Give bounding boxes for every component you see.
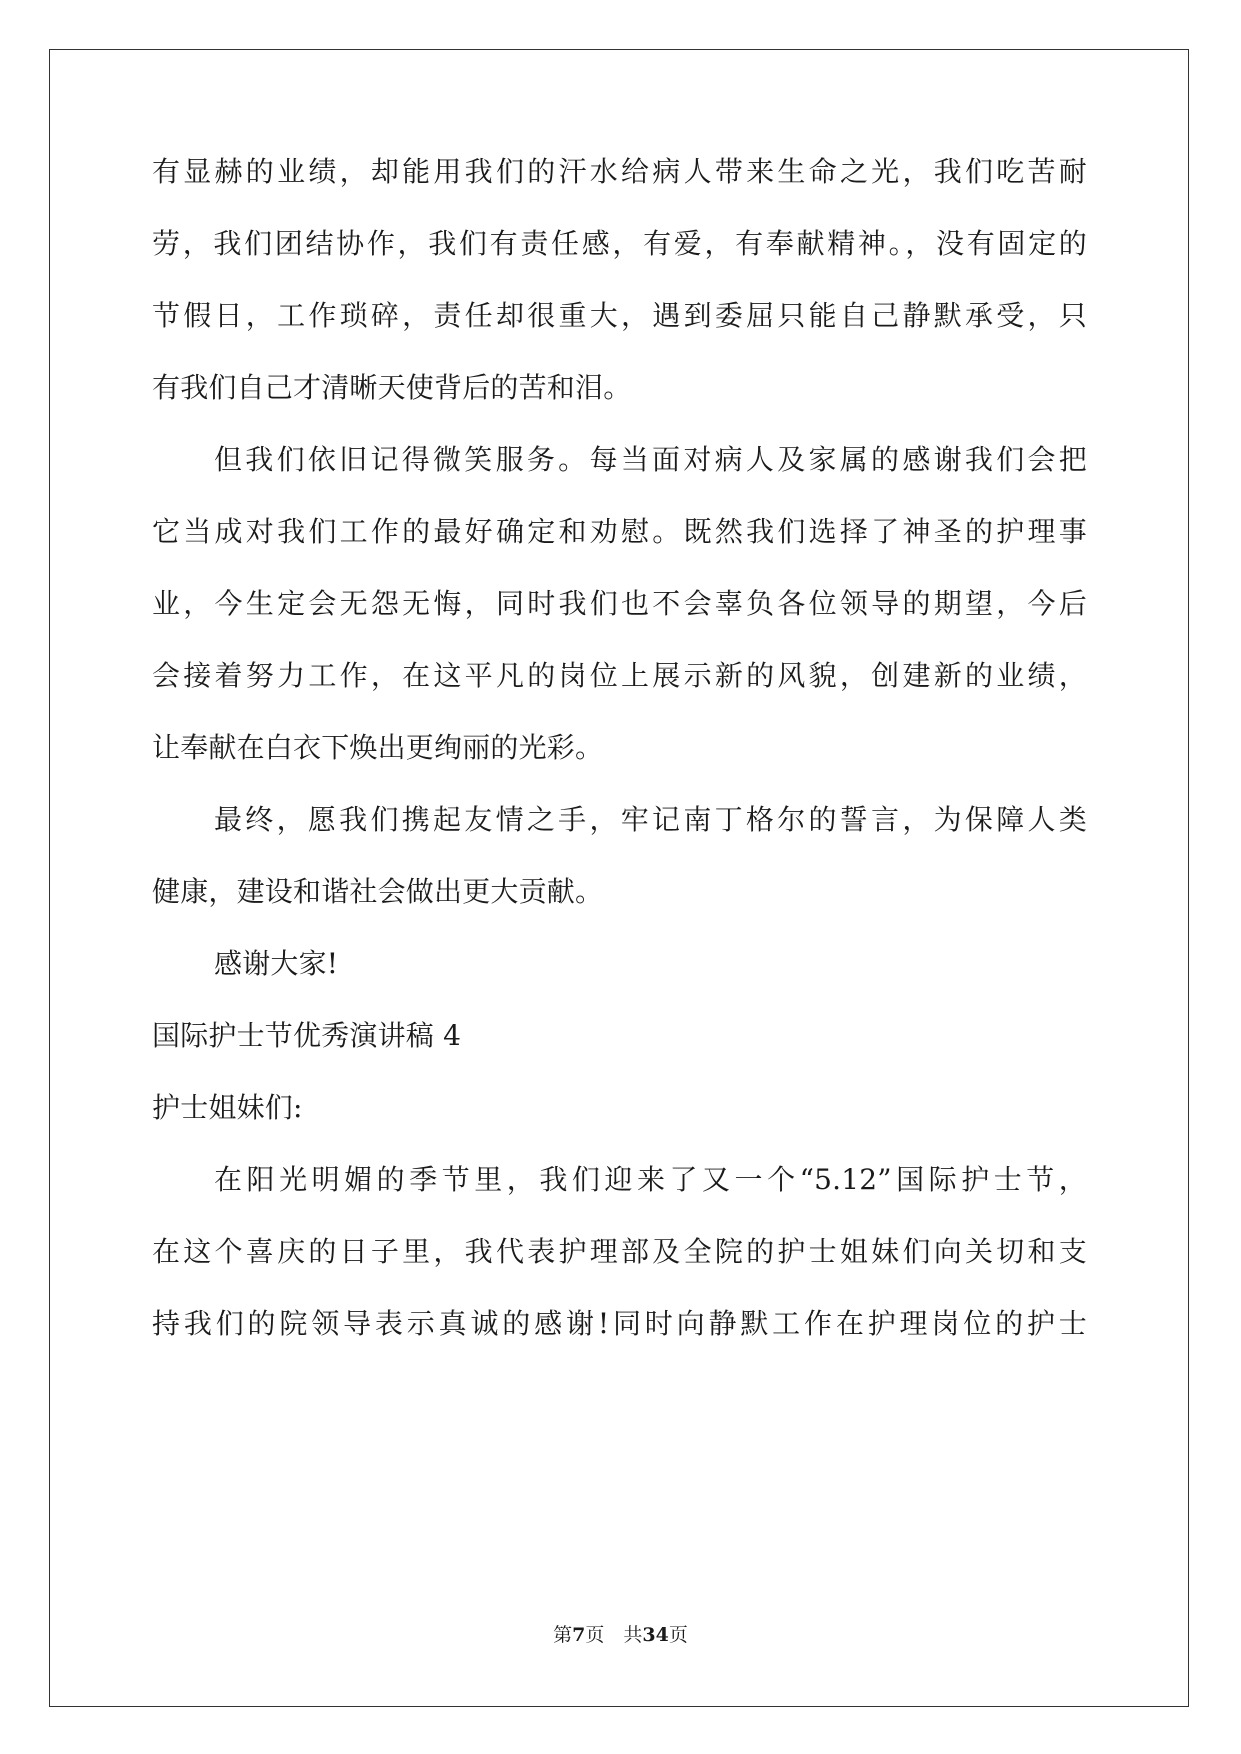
- body-line: 有我们自己才清晰天使背后的苦和泪。: [152, 371, 632, 404]
- body-line: 劳，我们团结协作，我们有责任感，有爱，有奉献精神。，没有固定的: [152, 227, 1087, 260]
- body-line: 在这个喜庆的日子里，我代表护理部及全院的护士姐妹们向关切和支: [152, 1235, 1087, 1268]
- page-total: 34: [642, 1624, 669, 1646]
- body-line: 健康，建设和谐社会做出更大贡献。: [152, 875, 604, 908]
- body-line: 它当成对我们工作的最好确定和劝慰。既然我们选择了神圣的护理事: [152, 515, 1087, 548]
- body-line: 让奉献在白衣下焕出更绚丽的光彩。: [152, 731, 604, 764]
- body-line: 但我们依旧记得微笑服务。每当面对病人及家属的感谢我们会把: [214, 443, 1087, 476]
- footer-mid: 页 共: [585, 1624, 643, 1646]
- closing-line: 感谢大家!: [214, 947, 339, 980]
- body-line: 有显赫的业绩，却能用我们的汗水给病人带来生命之光，我们吃苦耐: [152, 155, 1087, 188]
- section-title: 国际护士节优秀演讲稿 4: [152, 1019, 462, 1052]
- footer-suffix: 页: [668, 1624, 688, 1646]
- body-line: 节假日，工作琐碎，责任却很重大，遇到委屈只能自己静默承受，只: [152, 299, 1087, 332]
- body-line: 会接着努力工作，在这平凡的岗位上展示新的风貌，创建新的业绩，: [152, 659, 1087, 692]
- body-line: 持我们的院领导表示真诚的感谢!同时向静默工作在护理岗位的护士: [152, 1307, 1087, 1340]
- body-line: 业，今生定会无怨无悔，同时我们也不会辜负各位领导的期望，今后: [152, 587, 1087, 620]
- page-footer: [0, 1623, 1241, 1647]
- body-line: 最终，愿我们携起友情之手，牢记南丁格尔的誓言，为保障人类: [214, 803, 1087, 836]
- footer-prefix: 第: [553, 1624, 573, 1646]
- body-line: 在阳光明媚的季节里，我们迎来了又一个“5.12”国际护士节，: [214, 1163, 1087, 1196]
- salutation: 护士姐妹们:: [152, 1091, 303, 1124]
- page-number: 7: [572, 1624, 586, 1646]
